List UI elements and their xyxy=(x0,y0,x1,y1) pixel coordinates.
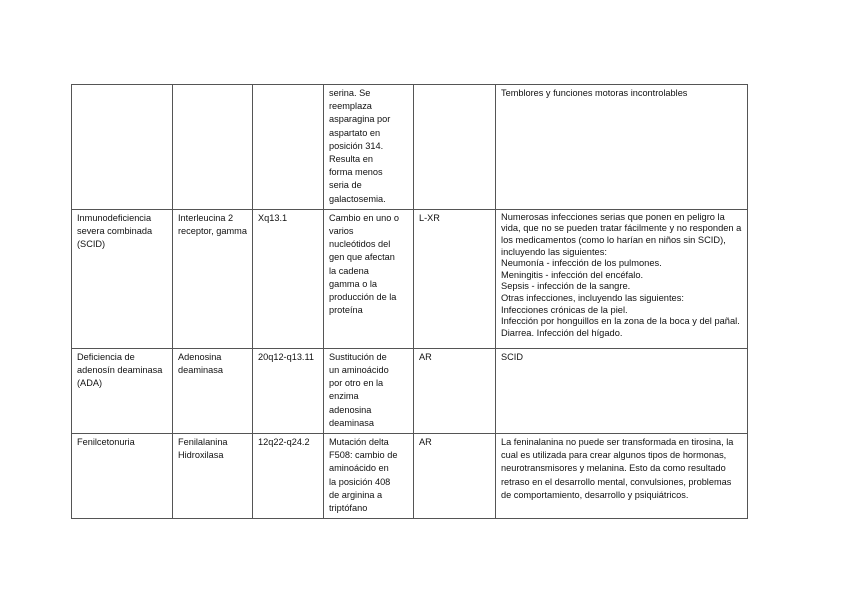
cell-symptoms xyxy=(496,434,748,519)
mutation-line: asparagina por xyxy=(329,114,391,125)
cell-gene: Fenilalanina Hidroxilasa xyxy=(173,434,253,519)
cell-mutation xyxy=(324,85,414,210)
symptoms-line: Otras infecciones, incluyendo las siguientes: xyxy=(501,292,684,303)
cell-inheritance: AR xyxy=(414,434,496,519)
cell-inheritance: L-XR xyxy=(414,209,496,348)
mutation-line: aspartato en xyxy=(329,127,381,138)
cell-locus: 20q12-q13.11 xyxy=(253,348,324,433)
mutation-line: Sustitución de xyxy=(329,351,387,362)
mutation-line: gamma o la xyxy=(329,278,378,289)
symptoms-line: Neumonía - infección de los pulmones. xyxy=(501,258,662,269)
mutation-line: triptófano xyxy=(329,503,368,514)
cell-symptoms xyxy=(496,348,748,433)
mutation-line: la cadena xyxy=(329,265,369,276)
cell-symptoms xyxy=(496,85,748,210)
symptoms-line: Infección por honguillos en la zona de la boca y del pañal. Diarrea. Infección del hígado. xyxy=(501,316,740,338)
table-row xyxy=(72,348,748,433)
cell-disease: Fenilcetonuria xyxy=(72,434,173,519)
mutation-line: enzima xyxy=(329,391,359,402)
cell-disease: Inmunodeficiencia severa combinada (SCID) xyxy=(72,209,173,348)
cell-locus: Xq13.1 xyxy=(253,209,324,348)
table-row xyxy=(72,209,748,348)
mutation-line: seria de xyxy=(329,180,362,191)
mutation-line: de arginina a xyxy=(329,489,383,500)
symptoms-line: Temblores y funciones motoras incontrolables xyxy=(501,88,688,98)
mutation-line: adenosina xyxy=(329,404,372,415)
mutation-line: gen que afectan xyxy=(329,252,395,263)
mutation-line: aminoácido en xyxy=(329,463,389,474)
cell-gene: Adenosina deaminasa xyxy=(173,348,253,433)
cell-locus: 12q22-q24.2 xyxy=(253,434,324,519)
genetic-disease-table xyxy=(71,84,748,519)
mutation-line: F508: cambio de xyxy=(329,450,398,461)
mutation-line: varios xyxy=(329,226,354,237)
mutation-line: Mutación delta xyxy=(329,437,389,448)
mutation-line: producción de la xyxy=(329,292,397,303)
cell-mutation xyxy=(324,209,414,348)
mutation-line: un aminoácido xyxy=(329,365,389,376)
cell-gene: Interleucina 2 receptor, gamma xyxy=(173,209,253,348)
symptoms-line: Sepsis - infección de la sangre. xyxy=(501,281,631,292)
table-body xyxy=(72,85,748,519)
cell-symptoms xyxy=(496,209,748,348)
cell-mutation xyxy=(324,434,414,519)
mutation-line: la posición 408 xyxy=(329,476,391,487)
mutation-line: nucleótidos del xyxy=(329,239,391,250)
cell-inheritance xyxy=(414,85,496,210)
cell-disease xyxy=(72,85,173,210)
cell-locus xyxy=(253,85,324,210)
symptoms-line: La feninalanina no puede ser transformada en tirosina, la cual es utilizada para crear algunos tipos de hormonas, neurotransmisores y melanina. Esto da como resultado retraso en el desarrollo mental, convulsiones, problemas de comportamiento, desarrollo y psiquiátricos. xyxy=(501,437,734,500)
mutation-line: reemplaza xyxy=(329,101,372,112)
mutation-line: galactosemia. xyxy=(329,193,386,204)
table-row xyxy=(72,85,748,210)
cell-mutation xyxy=(324,348,414,433)
table-row xyxy=(72,434,748,519)
symptoms-line: Numerosas infecciones serias que ponen en peligro la vida, que no se pueden tratar fácilmente y no responden a los medicamentos (como lo harían en niños sin SCID), incluyendo las siguientes: xyxy=(501,211,742,257)
symptoms-line: Meningitis - infección del encéfalo. xyxy=(501,269,644,280)
mutation-line: Resulta en xyxy=(329,154,373,165)
cell-gene xyxy=(173,85,253,210)
mutation-line: serina. Se xyxy=(329,88,371,98)
mutation-line: Cambio en uno o xyxy=(329,212,399,223)
mutation-line: posición 314. xyxy=(329,140,384,151)
mutation-line: proteína xyxy=(329,305,363,316)
mutation-line: forma menos xyxy=(329,167,383,178)
mutation-line: deaminasa xyxy=(329,417,374,428)
cell-disease: Deficiencia de adenosín deaminasa (ADA) xyxy=(72,348,173,433)
symptoms-line: SCID xyxy=(501,351,523,362)
mutation-line: por otro en la xyxy=(329,378,384,389)
symptoms-line: Infecciones crónicas de la piel. xyxy=(501,304,628,315)
cell-inheritance: AR xyxy=(414,348,496,433)
